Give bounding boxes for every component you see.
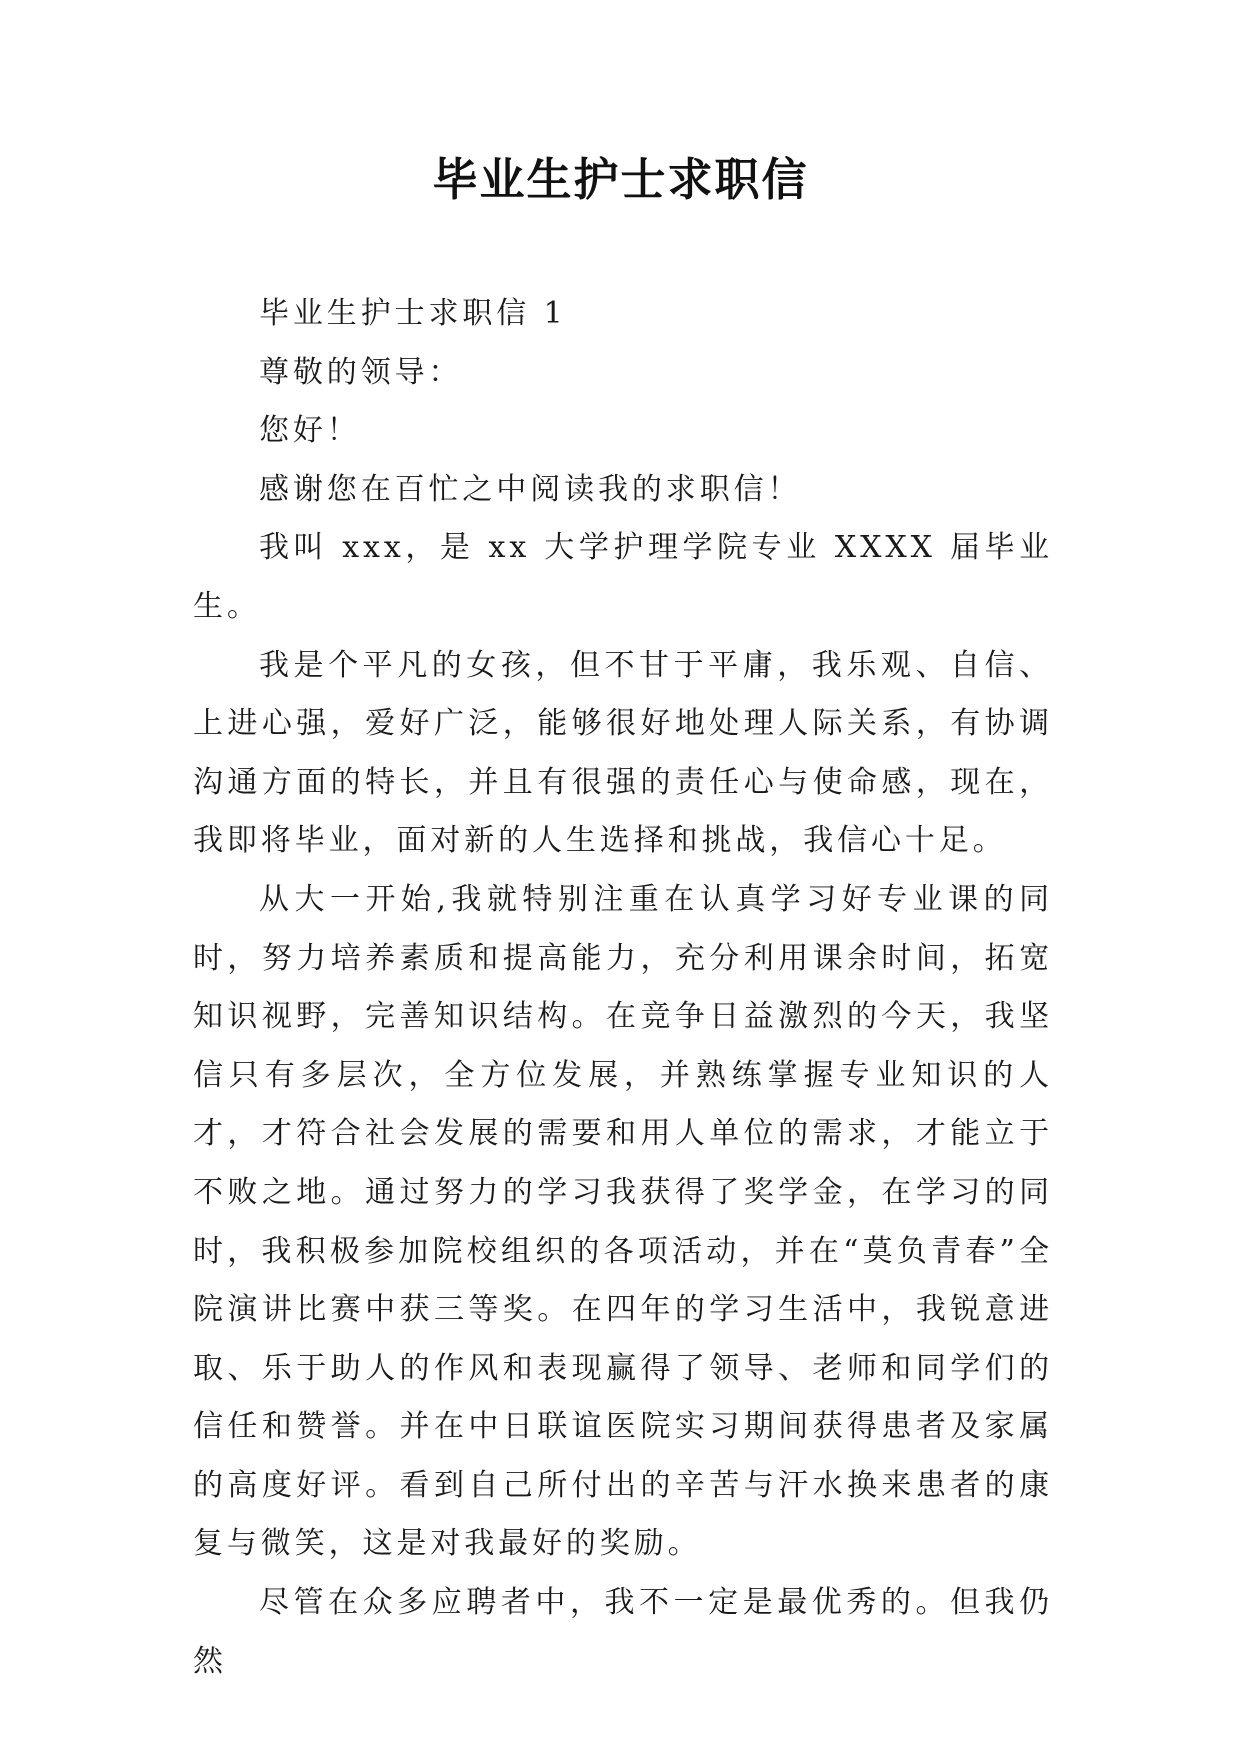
greeting-paragraph: 您好！	[259, 413, 361, 449]
subtitle-paragraph: 毕业生护士求职信 1	[259, 296, 567, 331]
document-title: 毕业生护士求职信	[432, 153, 809, 206]
closing-paragraph: 尽管在众多应聘者中，我不一定是最优秀的。但我仍然	[193, 1585, 1053, 1679]
introduction-paragraph: 我叫 xxx，是 xx 大学护理学院专业 XXXX 届毕业生。	[193, 530, 1053, 624]
document-body	[193, 285, 1053, 1691]
salutation-paragraph: 尊敬的领导：	[259, 354, 463, 390]
thanks-paragraph: 感谢您在百忙之中阅读我的求职信！	[259, 471, 802, 507]
study-paragraph: 从大一开始,我就特别注重在认真学习好专业课的同时，努力培养素质和提高能力，充分利用课余时间，拓宽知识视野，完善知识结构。在竞争日益激烈的今天，我坚信只有多层次，全方位发展，并熟练掌握专业知识的人才，才符合社会发展的需要和用人单位的需求，才能立于不败之地。通过努力的学习我获得了奖学金，在学习的同时，我积极参加院校组织的各项活动，并在“莫负青春”全院演讲比赛中获三等奖。在四年的学习生活中，我锐意进取、乐于助人的作风和表现赢得了领导、老师和同学们的信任和赞誉。并在中日联谊医院实习期间获得患者及家属的高度好评。看到自己所付出的辛苦与汗水换来患者的康复与微笑，这是对我最好的奖励。	[193, 881, 1053, 1562]
personality-paragraph: 我是个平凡的女孩，但不甘于平庸，我乐观、自信、上进心强，爱好广泛，能够很好地处理人际关系，有协调沟通方面的特长，并且有很强的责任心与使命感，现在，我即将毕业，面对新的人生选择和挑战，我信心十足。	[193, 647, 1053, 859]
